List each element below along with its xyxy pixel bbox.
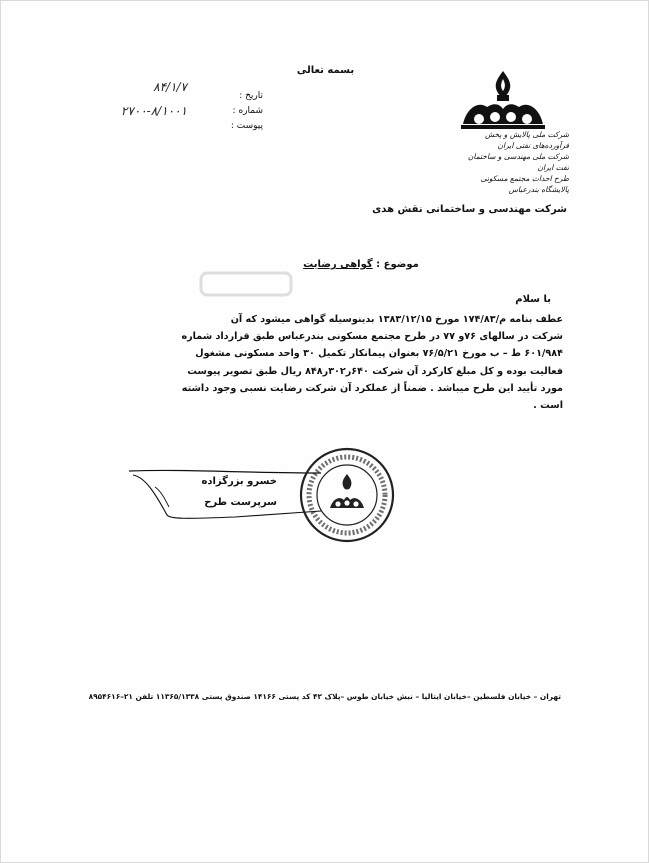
caption-line: طرح احداث مجتمع مسکونی پالایشگاه بندرعباس (480, 174, 569, 194)
body-line: شرکت در سالهای ۷۶و ۷۷ در طرح مجتمع مسکونی بندرعباس طبق قرارداد شماره (181, 331, 563, 343)
subject-line (281, 259, 441, 270)
attachment-label: پیوست : (230, 121, 263, 131)
number-label: شماره : (232, 106, 263, 116)
greeting: با سلام (515, 294, 551, 305)
body-line: فعالیت بوده و کل مبلغ کارکرد آن شرکت ۶۴۰ر۳۰۲ر۸۴۸ ریال طبق تصویر پیوست (187, 365, 563, 377)
official-stamp (296, 446, 398, 544)
body-line: است . (533, 400, 563, 412)
footer-address: تهران – خیابان فلسطین –خیابان ایتالیا – نبش خیابان طوس –پلاک ۴۲ کد پستی ۱۴۱۶۶ صندوق پستی ۱۱۳۶۵/۱۳۳۸ تلفن ۲۱–۸۹۵۴۶۱۶ (88, 692, 561, 701)
company-caption (453, 129, 569, 195)
body-line: ۶۰۱/۹۸۴ ط – ب مورخ ۷۶/۵/۲۱ بعنوان پیمانکار تکمیل ۳۰ واحد مسکونی مشغول (195, 348, 563, 360)
body-line: مورد تأیید این طرح میباشد . ضمناً از عملکرد آن شرکت رضایت نسبی وجود داشته (181, 382, 563, 394)
signer-block (187, 471, 277, 513)
caption-line: شرکت ملی پالایش و پخش فرآورده‌های نفتی ایران (484, 130, 569, 150)
letter-meta-labels (213, 89, 263, 134)
signer-title: سرپرست طرح (204, 497, 277, 508)
signer-name: خسرو بزرگزاده (201, 476, 277, 487)
caption-line: شرکت ملی مهندسی و ساختمان نفت ایران (467, 152, 569, 172)
date-value: ۸۴/۱/۷ (153, 80, 187, 94)
bismillah-heading: بسمه تعالی (296, 65, 355, 76)
number-value: ۲۷۰۰-۸/۱۰۰۱ (120, 104, 187, 118)
subject-text: گواهی رضایت (303, 259, 373, 270)
subject-label: موضوع : (376, 259, 419, 270)
date-label: تاریخ : (239, 91, 263, 101)
letter-body (129, 311, 563, 414)
letter-meta-values (77, 75, 187, 123)
body-line: عطف بنامه م/۱۷۴/۸۳ مورخ ۱۳۸۳/۱۲/۱۵ بدینوسیله گواهی میشود که آن (230, 314, 563, 325)
recipient-line: شرکت مهندسی و ساختمانی نقش هدی (372, 204, 567, 215)
